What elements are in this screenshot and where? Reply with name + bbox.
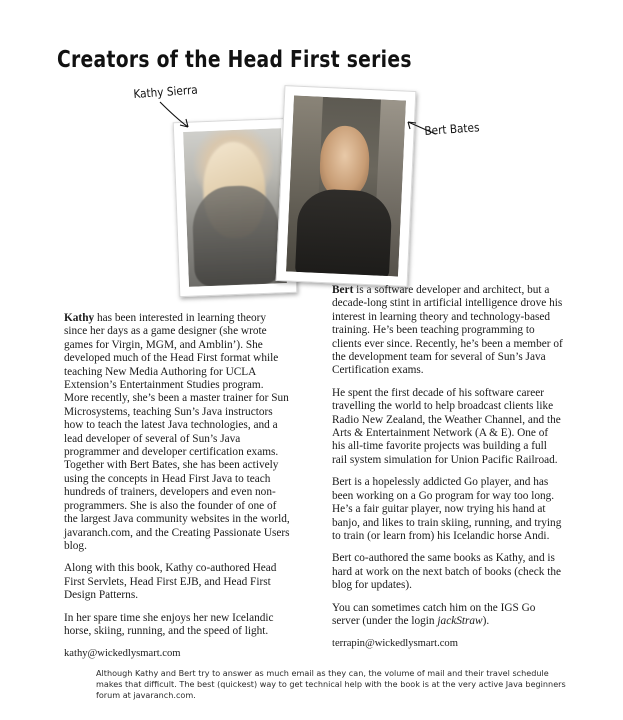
bert-go-server-text-pre: You can sometimes catch him on the IGS Go server (under the login [332, 601, 536, 627]
kathy-bio-text-1: has been interested in learning theory since her days as a game designer (she wrote games for Virgin, MGM, and Amblin’). She developed much of the Head First format while teaching New Media Authoring for UCLA Extension’s Entertainment Studies program. More recently, she’s been a master trainer for Sun Microsystems, teaching Sun’s Java instructors how to teach the latest Java technologies, and a lead developer of several of Sun’s Java programmer and developer certification exams. Together with Bert Bates, she has been actively using the concepts in Head First Java to teach hundreds of trainers, developers and even non-programmers. She is also the founder of one of the largest Java community websites in the world, javaranch.com, and the Creating Passionate Users blog. [64, 312, 290, 552]
kathy-photo-image [183, 128, 287, 287]
kathy-email[interactable]: kathy@wickedlysmart.com [64, 648, 181, 660]
bert-bio-paragraph-3: Bert is a hopelessly addicted Go player, and has been working on a Go program for way too long. He’s a fair guitar player, now trying his hand at banjo, and likes to train skiing, running, and trying to train (or learn from) his Icelandic horse Andi. [332, 476, 562, 542]
bert-email[interactable]: terrapin@wickedlysmart.com [332, 638, 458, 650]
bert-name-lead: Bert [332, 284, 354, 296]
kathy-callout-arrow-icon [158, 100, 198, 134]
bert-bio-column [332, 284, 564, 660]
bert-go-server-text-post: ). [482, 614, 490, 627]
bert-portrait-illustration [286, 96, 406, 277]
bert-bates-photo [276, 85, 417, 287]
bert-callout-label: Bert Bates [424, 121, 480, 139]
bert-bio-paragraph-4: Bert co-authored the same books as Kathy, and is hard at work on the next batch of books (check the blog for updates). [332, 552, 561, 592]
kathy-portrait-illustration [183, 128, 287, 287]
bert-bio-paragraph-2: He spent the first decade of his software career travelling the world to help broadcast clients like Radio New Zealand, the Weather Channel, and the Arts & Entertainment Network (A & E). One of his all-time favorite projects was building a full rail system simulation for Union Pacific Railroad. [332, 386, 561, 466]
footnote: Although Kathy and Bert try to answer as much email as they can, the volume of mail and their travel schedule makes that difficult. The best (quickest) way to get technical help with the book is at the very active Java beginners forum at javaranch.com. [96, 668, 566, 700]
kathy-callout-label: Kathy Sierra [133, 83, 199, 102]
kathy-bio-column [64, 312, 290, 670]
bert-bio-paragraph-5 [332, 602, 564, 629]
bert-photo-background-left [286, 96, 323, 273]
kathy-bio-paragraph-1 [64, 312, 290, 553]
bert-callout-arrow-icon [404, 118, 438, 142]
bert-bio-text-1: is a software developer and architect, but a decade-long stint in artificial intelligence drove his interest in learning theory and technology-based training. He’s been teaching programming to clients ever since. Recently, he’s been a member of the development team for several of Sun’s Java Certification exams. [332, 284, 563, 377]
kathy-bio-paragraph-2: Along with this book, Kathy co-authored Head First Servlets, Head First EJB, and Head First Design Patterns. [64, 562, 277, 602]
bert-bio-paragraph-1 [332, 284, 564, 378]
bert-photo-image [286, 96, 406, 277]
page-title: Creators of the Head First series [57, 46, 412, 74]
bert-go-login: jackStraw [437, 614, 483, 627]
bert-photo-background-right [373, 100, 406, 277]
kathy-bio-paragraph-3: In her spare time she enjoys her new Icelandic horse, skiing, running, and the speed of light. [64, 611, 274, 637]
kathy-name-lead: Kathy [64, 312, 95, 324]
